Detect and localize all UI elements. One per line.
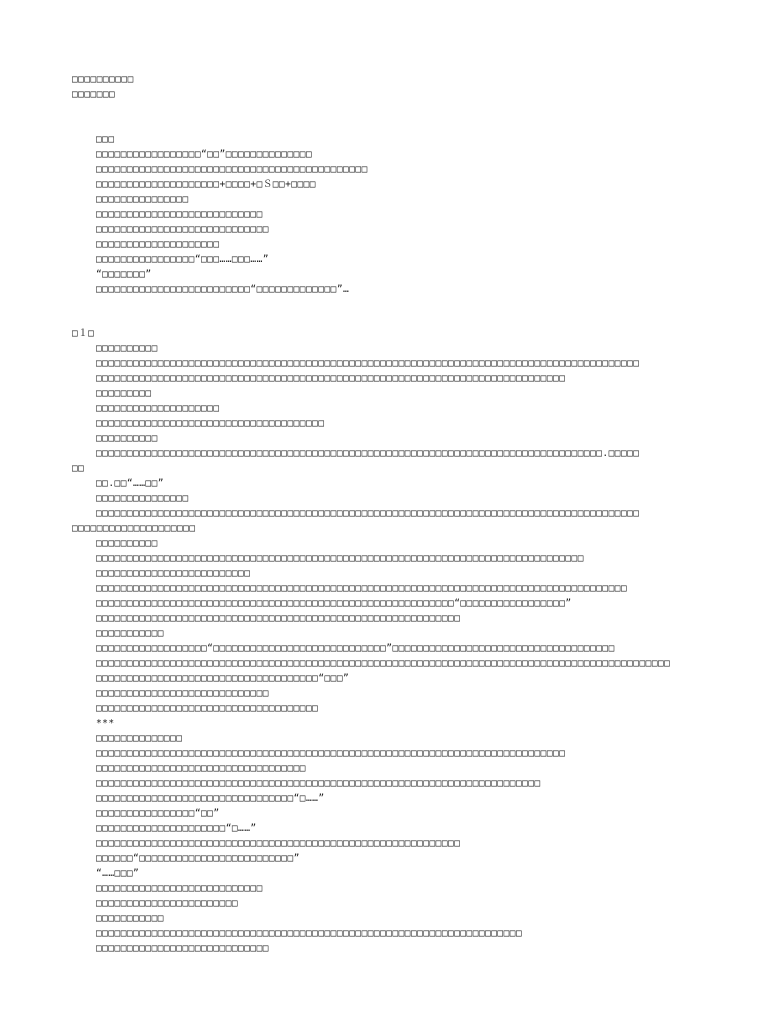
chapter-line: □□□□□□□□□□□□□□□□□□□□□□□□□□□□□□□□□□□□□□□□□□□□□□□□□□□□□□□□□□□□□□□□□□□□□□□□□□□□□□□□□□□□□□□□: [96, 508, 640, 519]
chapter-line: □□□□□□“□□□□□□□□□□□□□□□□□□□□□□□□□”: [96, 853, 300, 864]
chapter-line: □□□□□□□□□□: [96, 433, 158, 444]
chapter-line: □□□□□□□□□□□□□□□□□□□□□□□□□□□□□□□□□□□□□□□□□□□□□□□□□□□□□□□□□□“□□□□□□□□□□□□□□□□□”: [96, 598, 572, 609]
chapter-line: □□□□□□□□□□□□□□□: [96, 493, 189, 504]
preface-line: □□□□□□□□□□□□□□□: [96, 194, 189, 205]
header-line-1: □□□□□□□□□□: [72, 74, 134, 85]
chapter-line: □□□□□□□□□□□□□□□□□□□□□□□□□□□□□□□□□□□□□□□□□□□□□□□□□□□□□□□□□□□□□□□□□□□□□□□□□□□□□□□□□□.□□□□□: [96, 448, 640, 459]
chapter-title: □１□: [72, 328, 95, 339]
chapter-line: □□□□□□□□□□□□□□□□□□□□□□□□□□□□□□□□□□□□□□□□□□□□□□□□□□□□□□□□□□□: [96, 613, 461, 624]
chapter-line: □□□□□□□□□□□□□□□□□□□□□□□□□□□□□□□□□□□□□□□□□□□□□□□□□□□□□□□□□□□□□□□□□□□□□□□□□□□□□□□□□□□□□□: [96, 583, 628, 594]
chapter-line: □□□□□□□□□□□: [96, 628, 164, 639]
chapter-line: □□.□□“……□□”: [96, 478, 164, 489]
chapter-line: □□□□□□□□□□□□□□□□□□□□□□□□□: [96, 568, 251, 579]
chapter-line: □□□□□□□□□□□□□□: [96, 733, 183, 744]
chapter-line: ***: [96, 718, 115, 729]
chapter-line: □□□□□□□□□□□□□□□□□□□□□□□: [96, 898, 239, 909]
chapter-line: □□□□□□□□□□□□□□□□□□□□□□□□□□□□□□□□□□□□□□□□□□□□□□□□□□□□□□□□□□□□□□□□□□□□□□□□□□□□□□□□□□□□□□□□: [96, 358, 640, 369]
chapter-line: □□□□□□□□□□□□□□□□□□□□□□□□□□□□□□□□□□□□“□□□”: [96, 673, 350, 684]
preface-line: □□□□□□□□□□□□□□□□□□□□□□□□□“□□□□□□□□□□□□□”…: [96, 284, 350, 295]
chapter-line: □□□□□□□□□□□□□□□□□□□□□□□□□□□: [96, 883, 263, 894]
preface-line: □□□□□□□□□□□□□□□□□□□□□□□□□□□: [96, 209, 263, 220]
chapter-line: □□□□□□□□□□□□□□□□□□□□□□□□□□□□□□□□□□□□□□□□□□□□□□□□□□□□□□□□□□□□□□□□□□□□□: [96, 928, 523, 939]
chapter-line: □□□□□□□□□□□□□□□□□□□□□□□□□□□□□□□□□□□□□□□□□□□□□□□□□□□□□□□□□□□□□□□□□□□□□□□□□□□□: [96, 373, 566, 384]
preface-line: □□□□□□□□□□□□□□□□□□□□: [96, 239, 220, 250]
chapter-line: “……□□□”: [96, 868, 140, 879]
chapter-line: □□□□□□□□□□□□□□□□“□□”: [96, 808, 220, 819]
preface-line: □□□□□□□□□□□□□□□□□“□□”□□□□□□□□□□□□□□: [96, 149, 313, 160]
preface-line: □□□□□□□□□□□□□□□□□□□□□□□□□□□□□□□□□□□□□□□□□□□□: [96, 164, 368, 175]
chapter-line: □□□□□□□□□□□: [96, 913, 164, 924]
chapter-line: □□□□□□□□□□□□□□□□□□□□□□□□□□□□□□□□□□□□□□□□□□□□□□□□□□□□□□□□□□□: [96, 838, 461, 849]
chapter-line: □□□□□□□□□□□□□□□□□□□□□□□□□□□□: [96, 688, 269, 699]
preface-heading: □□□: [96, 134, 115, 145]
chapter-line: □□□□□□□□□□□□□□□□□□□□: [72, 523, 196, 534]
chapter-line: □□□□□□□□□□□□□□□□□□□□□“□……”: [96, 823, 257, 834]
chapter-line: □□□□□□□□□□□□□□□□□□□□□□□□□□□□□□□□□□□□□□□□□□□□□□□□□□□□□□□□□□□□□□□□□□□□□□□□□□□□: [96, 748, 566, 759]
chapter-line: □□□□□□□□□□□□□□□□□□□□□□□□□□□□□□□□□□□□□□□□□□□□□□□□□□□□□□□□□□□□□□□□□□□□□□□□: [96, 778, 541, 789]
chapter-line: □□□□□□□□□□□□□□□□□□“□□□□□□□□□□□□□□□□□□□□□□□□□□□□”□□□□□□□□□□□□□□□□□□□□□□□□□□□□□□□□□□□□: [96, 643, 615, 654]
chapter-line: □□□□□□□□□□: [96, 538, 158, 549]
chapter-line: □□□□□□□□□□□□□□□□□□□□□□□□□□□□□□□□□□□□: [96, 703, 319, 714]
chapter-line: □□□□□□□□□□□□□□□□□□□□□□□□□□□□: [96, 943, 269, 954]
chapter-line: □□□□□□□□□□□□□□□□□□□□: [96, 403, 220, 414]
chapter-line: □□□□□□□□□□□□□□□□□□□□□□□□□□□□□□□□□□: [96, 763, 306, 774]
chapter-line: □□□□□□□□□: [96, 388, 152, 399]
header-line-2: □□□□□□□: [72, 89, 116, 100]
preface-line: □□□□□□□□□□□□□□□□□□□□□□□□□□□□: [96, 224, 269, 235]
chapter-line: □□□□□□□□□□□□□□□□□□□□□□□□□□□□□□□□□□□□□□□□□□□□□□□□□□□□□□□□□□□□□□□□□□□□□□□□□□□□□□□□□□□□□□□□□□□□□: [96, 658, 671, 669]
preface-line: □□□□□□□□□□□□□□□□“□□□……□□□……”: [96, 254, 269, 265]
chapter-line: □□□□□□□□□□□□□□□□□□□□□□□□□□□□□□□□□□□□□: [96, 418, 325, 429]
chapter-line: □□□□□□□□□□□□□□□□□□□□□□□□□□□□□□□□“□……”: [96, 793, 325, 804]
chapter-line: □□□□□□□□□□: [96, 343, 158, 354]
preface-line: “□□□□□□□”: [96, 269, 152, 280]
chapter-line: □□□□□□□□□□□□□□□□□□□□□□□□□□□□□□□□□□□□□□□□□□□□□□□□□□□□□□□□□□□□□□□□□□□□□□□□□□□□□□□: [96, 553, 584, 564]
chapter-line: □□: [72, 463, 85, 474]
preface-line: □□□□□□□□□□□□□□□□□□□□+□□□□+□Ｓ□□+□□□□: [96, 179, 316, 190]
